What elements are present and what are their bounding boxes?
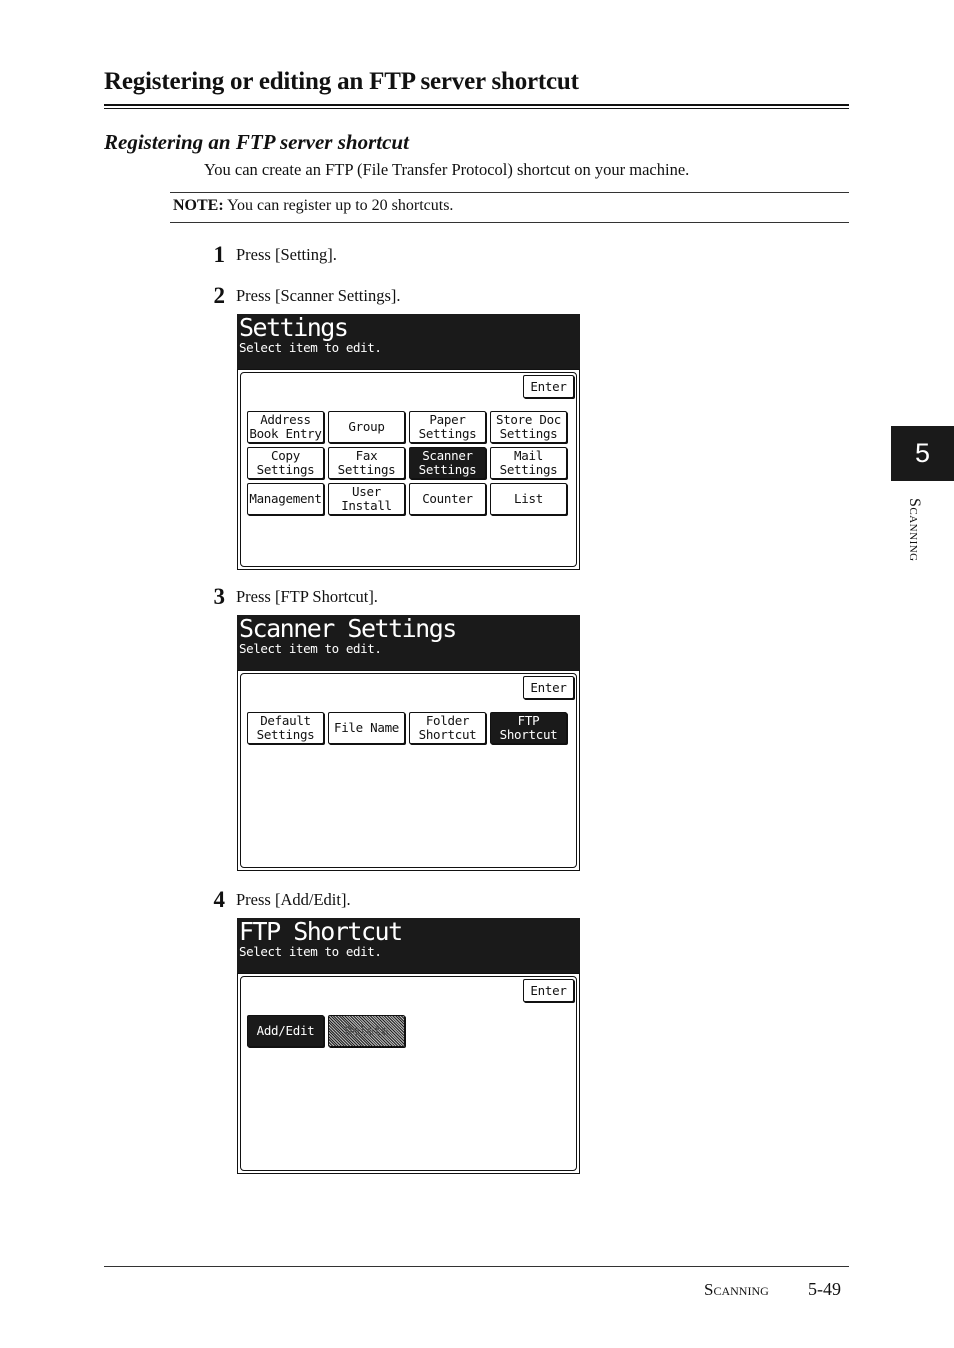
screen-panel xyxy=(237,369,580,570)
note-bottom-rule xyxy=(170,222,849,223)
enter-button[interactable]: Enter xyxy=(523,375,574,398)
user-install-button[interactable]: User Install xyxy=(328,483,405,515)
intro-text: You can create an FTP (File Transfer Protocol) shortcut on your machine. xyxy=(204,160,690,179)
scanner-settings-screen xyxy=(237,615,580,871)
scanner-settings-button[interactable]: Scanner Settings xyxy=(409,447,486,479)
enter-button[interactable]: Enter xyxy=(523,979,574,1002)
counter-button[interactable]: Counter xyxy=(409,483,486,515)
note-label: NOTE: xyxy=(173,197,224,214)
store-doc-settings-button[interactable]: Store Doc Settings xyxy=(490,411,567,443)
folder-shortcut-button[interactable]: Folder Shortcut xyxy=(409,712,486,744)
step-3-number: 3 xyxy=(213,584,225,609)
title-rule xyxy=(104,104,849,106)
list-button[interactable]: List xyxy=(490,483,567,515)
delete-button[interactable]: Delete xyxy=(328,1015,405,1047)
section-subtitle: Registering an FTP server shortcut xyxy=(104,130,409,154)
side-chapter-label: Scanning xyxy=(906,498,923,562)
chapter-tab: 5 xyxy=(891,426,954,481)
screen-title: Settings xyxy=(239,313,348,342)
fax-settings-button[interactable]: Fax Settings xyxy=(328,447,405,479)
screen-subtitle: Select item to edit. xyxy=(239,944,382,959)
step-2-number: 2 xyxy=(213,283,225,308)
page-title: Registering or editing an FTP server shortcut xyxy=(104,68,579,95)
step-2-text: Press [Scanner Settings]. xyxy=(236,286,401,305)
mail-settings-button[interactable]: Mail Settings xyxy=(490,447,567,479)
title-rule-thin xyxy=(104,108,849,109)
settings-screen xyxy=(237,314,580,570)
step-1-number: 1 xyxy=(213,242,225,267)
address-book-entry-button[interactable]: Address Book Entry xyxy=(247,411,324,443)
screen-title: Scanner Settings xyxy=(239,614,456,643)
screen-panel xyxy=(237,973,580,1174)
screen-title-bar xyxy=(237,314,580,369)
ftp-shortcut-button[interactable]: FTP Shortcut xyxy=(490,712,567,744)
copy-settings-button[interactable]: Copy Settings xyxy=(247,447,324,479)
page-number: 5-49 xyxy=(808,1279,841,1299)
enter-button[interactable]: Enter xyxy=(523,676,574,699)
step-3-text: Press [FTP Shortcut]. xyxy=(236,587,378,606)
footer-section: Scanning xyxy=(704,1280,769,1299)
paper-settings-button[interactable]: Paper Settings xyxy=(409,411,486,443)
screen-title-bar xyxy=(237,918,580,973)
file-name-button[interactable]: File Name xyxy=(328,712,405,744)
screen-title: FTP Shortcut xyxy=(239,917,402,946)
note-text: You can register up to 20 shortcuts. xyxy=(227,197,454,214)
default-settings-button[interactable]: Default Settings xyxy=(247,712,324,744)
screen-panel xyxy=(237,670,580,871)
note-top-rule xyxy=(170,192,849,193)
note xyxy=(173,197,453,215)
screen-subtitle: Select item to edit. xyxy=(239,641,382,656)
step-4-number: 4 xyxy=(213,887,225,912)
group-button[interactable]: Group xyxy=(328,411,405,443)
ftp-shortcut-screen xyxy=(237,918,580,1174)
add-edit-button[interactable]: Add/Edit xyxy=(247,1015,324,1047)
screen-subtitle: Select item to edit. xyxy=(239,340,382,355)
management-button[interactable]: Management xyxy=(247,483,324,515)
screen-title-bar xyxy=(237,615,580,670)
step-1-text: Press [Setting]. xyxy=(236,245,337,264)
footer-rule xyxy=(104,1266,849,1267)
step-4-text: Press [Add/Edit]. xyxy=(236,890,351,909)
